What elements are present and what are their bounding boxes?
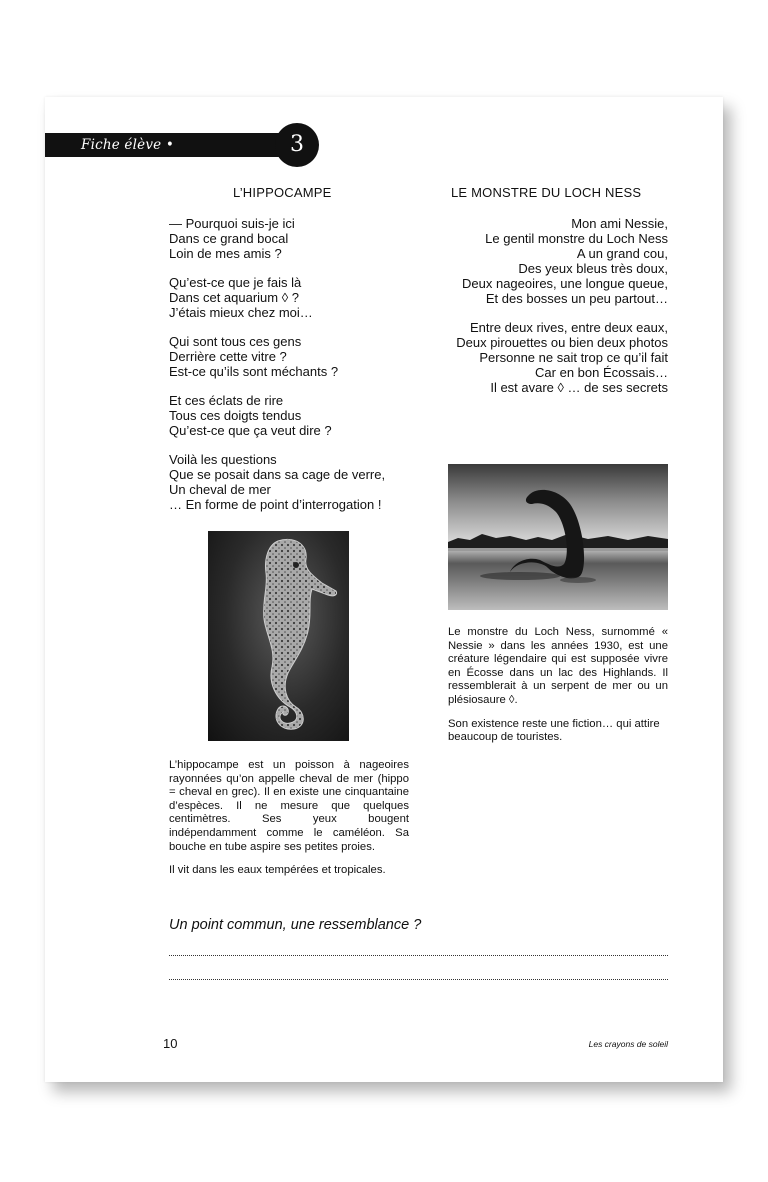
poem-stanza: Qui sont tous ces gens Derrière cette vitre ? Est-ce qu’ils sont méchants ? xyxy=(169,334,339,379)
worksheet-page xyxy=(45,97,723,1082)
nessie-illustration xyxy=(448,464,668,610)
seahorse-photo xyxy=(208,531,349,741)
poem-stanza: Qu’est-ce que je fais là Dans cet aquarium ◊ ? J’étais mieux chez moi… xyxy=(169,275,313,320)
info-paragraph: Le monstre du Loch Ness, surnommé « Nessie » dans les années 1930, est une créature légendaire qui est supposée vivre en Écosse dans un lac des Highlands. Il ressemblerait à un serpent de mer ou un plésiosaure ◊. xyxy=(448,626,668,706)
answer-line[interactable] xyxy=(169,979,668,980)
loch-ness-title: LE MONSTRE DU LOCH NESS xyxy=(451,185,642,200)
section-banner xyxy=(45,133,283,177)
poem-stanza: Entre deux rives, entre deux eaux, Deux pirouettes ou bien deux photos Personne ne sait trop ce qu’il fait Car en bon Écossais… Il est avare ◊ … de ses secrets xyxy=(456,320,668,395)
info-paragraph: L’hippocampe est un poisson à nageoires rayonnées qu’on appelle cheval de mer (hippo = cheval en grec). Il en existe une cinquantaine d’espèces. Il ne mesure que quelques centimètres. Ses yeux bougent indépendamment comme le caméléon. Sa bouche en tube aspire ses petites proies. xyxy=(169,759,409,853)
sheet-number-badge: 3 xyxy=(275,123,319,167)
answer-line[interactable] xyxy=(169,955,668,956)
banner-label: Fiche élève • Compréhension xyxy=(81,137,192,177)
info-paragraph: Il vit dans les eaux tempérées et tropicales. xyxy=(169,864,386,877)
hippocampe-title: L’HIPPOCAMPE xyxy=(233,185,332,200)
loch-ness-poem xyxy=(405,216,668,409)
comparison-question: Un point commun, une ressemblance ? xyxy=(169,917,422,933)
loch-ness-photo xyxy=(448,464,668,610)
hippocampe-info xyxy=(169,759,409,888)
page-number: 10 xyxy=(163,1036,178,1051)
publication-footer: Les crayons de soleil xyxy=(588,1039,668,1049)
poem-stanza: — Pourquoi suis-je ici Dans ce grand bocal Loin de mes amis ? xyxy=(169,216,295,261)
loch-ness-info xyxy=(448,626,668,755)
poem-stanza: Voilà les questions Que se posait dans sa cage de verre, Un cheval de mer … En forme de point d’interrogation ! xyxy=(169,452,386,512)
poem-stanza: Mon ami Nessie, Le gentil monstre du Loch Ness A un grand cou, Des yeux bleus très doux, Deux nageoires, une longue queue, Et des bosses un peu partout… xyxy=(462,216,668,306)
info-paragraph: Son existence reste une fiction… qui attire beaucoup de touristes. xyxy=(448,717,660,744)
seahorse-illustration xyxy=(208,531,349,741)
poem-stanza: Et ces éclats de rire Tous ces doigts tendus Qu’est-ce que ça veut dire ? xyxy=(169,393,332,438)
hippocampe-poem xyxy=(169,216,429,526)
